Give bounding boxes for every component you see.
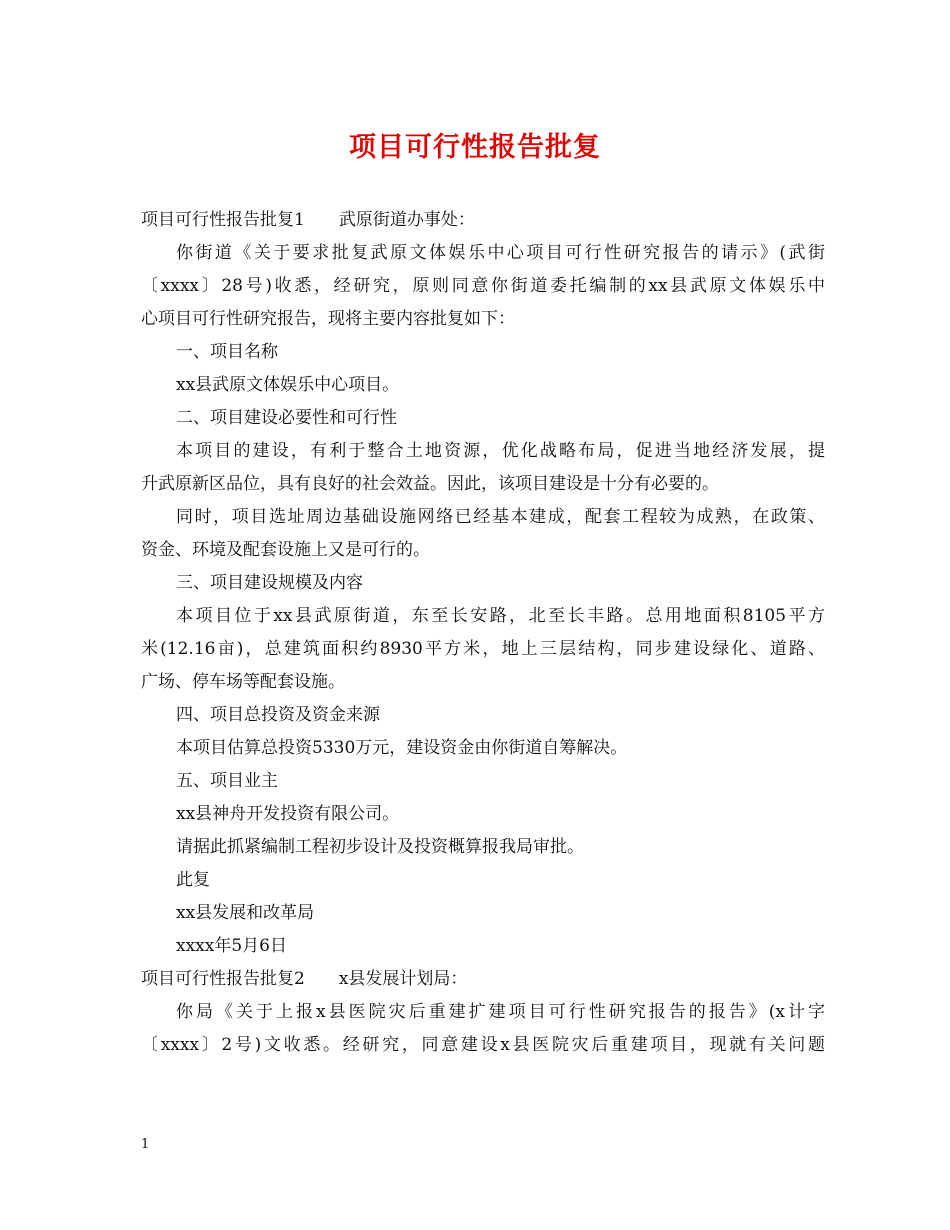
document-title: 项目可行性报告批复 (349, 132, 601, 163)
paragraph-line: 请据此抓紧编制工程初步设计及投资概算报我局审批。 (176, 837, 584, 857)
paragraph-line: xx县武原文体娱乐中心项目。 (176, 375, 400, 395)
paragraph-line: 〔xxxx〕28号)收悉，经研究，原则同意你街道委托编制的xx县武原文体娱乐中 (141, 276, 825, 296)
paragraph-line: 你街道《关于要求批复武原文体娱乐中心项目可行性研究报告的请示》(武街 (176, 243, 825, 263)
paragraph-line: 心项目可行性研究报告，现将主要内容批复如下： (141, 309, 515, 329)
section-heading-line (141, 204, 825, 237)
document-body (141, 204, 825, 1062)
paragraph-line: 本项目位于xx县武原街道，东至长安路，北至长丰路。总用地面积8105平方 (176, 606, 825, 626)
subheading-line: 一、项目名称 (176, 342, 278, 362)
subheading-line: 三、项目建设规模及内容 (176, 573, 363, 593)
paragraph-line: 〔xxxx〕2号)文收悉。经研究，同意建设x县医院灾后重建项目，现就有关问题 (141, 1035, 825, 1055)
paragraph-line: 本项目的建设，有利于整合土地资源，优化战略布局，促进当地经济发展，提 (176, 441, 825, 461)
paragraph-line: 广场、停车场等配套设施。 (141, 672, 345, 692)
recipient: 武原街道办事处： (338, 210, 475, 230)
date-line: xxxx年5月6日 (176, 936, 287, 956)
recipient: x县发展计划局： (338, 969, 468, 989)
closing-line: 此复 (176, 870, 210, 890)
section-heading: 项目可行性报告批复1 (141, 210, 305, 230)
paragraph-line: 同时，项目选址周边基础设施网络已经基本建成，配套工程较为成熟，在政策、 (176, 507, 825, 527)
signature-line: xx县发展和改革局 (176, 903, 315, 923)
paragraph-line: 升武原新区品位，具有良好的社会效益。因此，该项目建设是十分有必要的。 (141, 474, 719, 494)
section-heading: 项目可行性报告批复2 (141, 969, 305, 989)
subheading-line: 五、项目业主 (176, 771, 278, 791)
paragraph-line: 资金、环境及配套设施上又是可行的。 (141, 540, 430, 560)
section-heading-line (141, 963, 825, 996)
paragraph-line: 米(12.16亩)，总建筑面积约8930平方米，地上三层结构，同步建设绿化、道路、 (141, 639, 825, 659)
page-number: 1 (141, 1137, 150, 1152)
paragraph-line: 本项目估算总投资5330万元，建设资金由你街道自筹解决。 (176, 738, 628, 758)
paragraph-line: xx县神舟开发投资有限公司。 (176, 804, 400, 824)
paragraph-line: 你局《关于上报x县医院灾后重建扩建项目可行性研究报告的报告》(x计字 (176, 1002, 825, 1022)
subheading-line: 二、项目建设必要性和可行性 (176, 408, 397, 428)
subheading-line: 四、项目总投资及资金来源 (176, 705, 380, 725)
